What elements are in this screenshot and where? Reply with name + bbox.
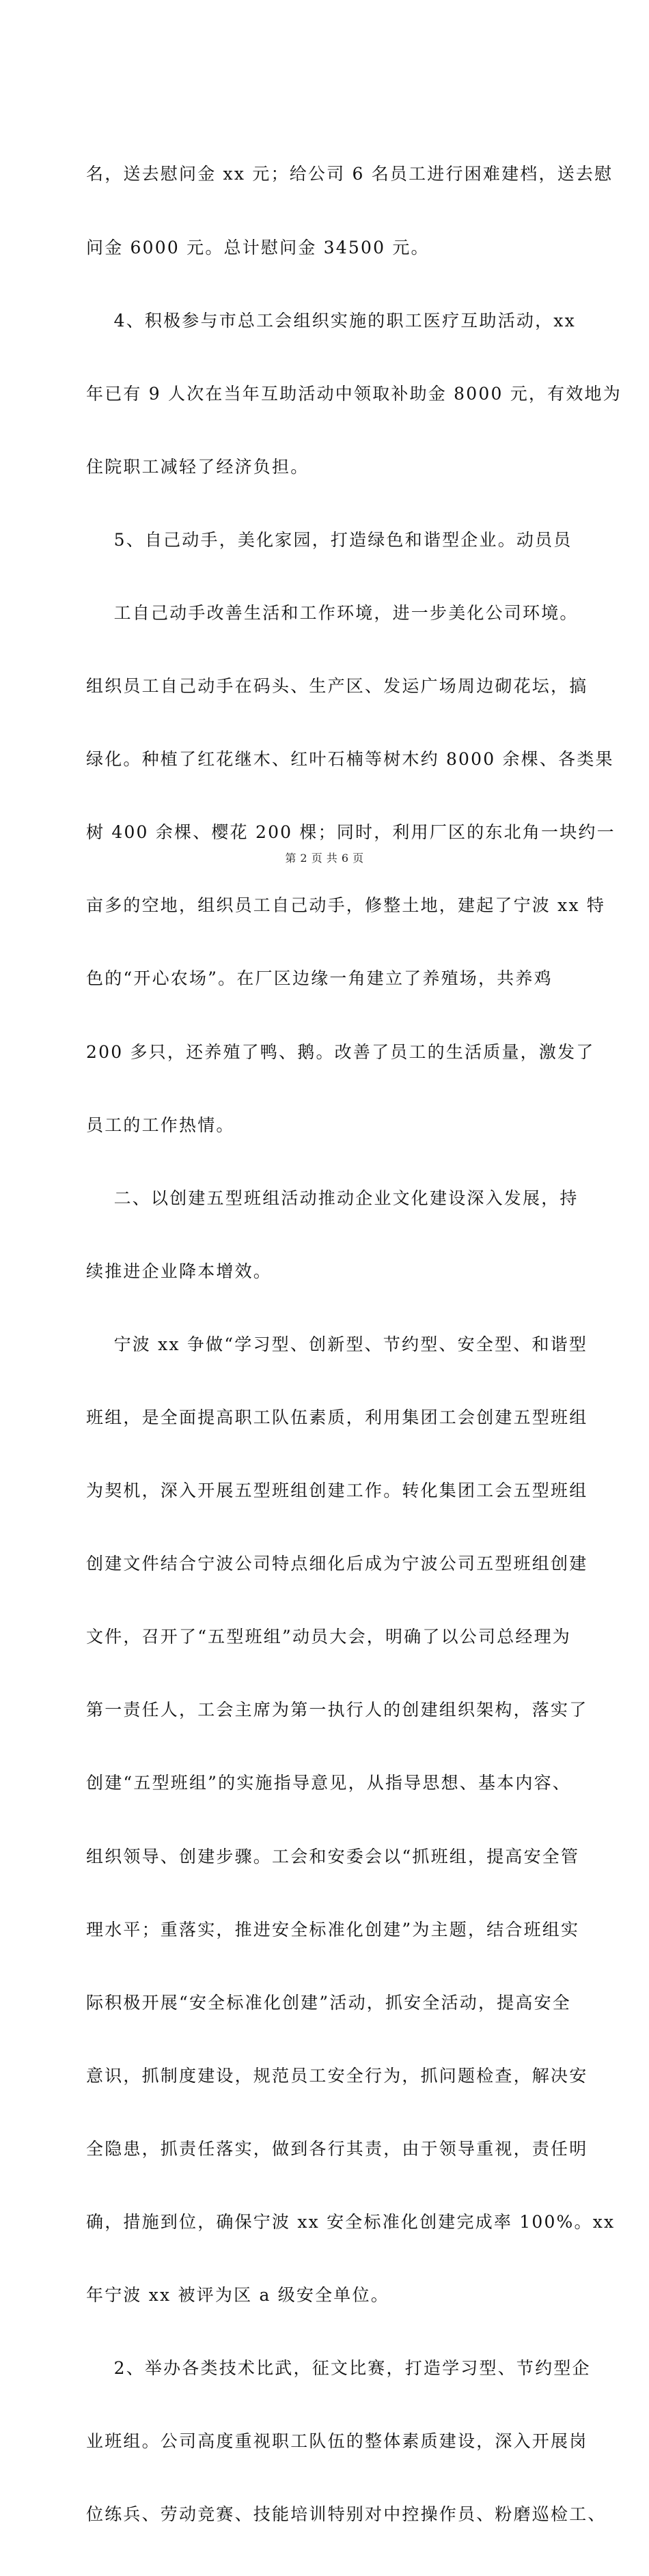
text-line: 第一责任人，工会主席为第一执行人的创建组织架构，落实了 <box>86 1700 588 1720</box>
text-line: 宁波 xx 争做“学习型、创新型、节约型、安全型、和谐型 <box>86 1334 588 1354</box>
text-line: 员工的工作热情。 <box>86 1115 235 1135</box>
text-line: 组织员工自己动手在码头、生产区、发运广场周边砌花坛，搞 <box>86 676 588 697</box>
text-line: 树 400 余棵、樱花 200 棵；同时，利用厂区的东北角一块约一 <box>86 822 616 843</box>
text-line: 位练兵、劳动竞赛、技能培训特别对中控操作员、粉磨巡检工、 <box>86 2504 607 2525</box>
text-line: 200 多只，还养殖了鸭、鹅。改善了员工的生活质量，激发了 <box>86 1041 595 1062</box>
text-line: 5、自己动手，美化家园，打造绿色和谐型企业。动员员 <box>86 529 572 550</box>
text-line: 确，措施到位，确保宁波 xx 安全标准化创建完成率 100%。xx <box>86 2212 616 2232</box>
text-line: 组织领导、创建步骤。工会和安委会以“抓班组，提高安全管 <box>86 1846 580 1866</box>
text-line: 问金 6000 元。总计慰问金 34500 元。 <box>86 237 430 257</box>
document-body <box>86 113 622 2576</box>
text-line: 工自己动手改善生活和工作环境，进一步美化公司环境。 <box>86 602 579 623</box>
text-line: 文件，召开了“五型班组”动员大会，明确了以公司总经理为 <box>86 1627 571 1647</box>
text-line: 4、积极参与市总工会组织实施的职工医疗互助活动，xx <box>86 310 576 331</box>
page-number-footer: 第 2 页 共 6 页 <box>285 852 364 865</box>
text-line: 年已有 9 人次在当年互助活动中领取补助金 8000 元，有效地为 <box>86 383 622 404</box>
text-line: 班组，是全面提高职工队伍素质，利用集团工会创建五型班组 <box>86 1408 588 1427</box>
text-line: 业班组。公司高度重视职工队伍的整体素质建设，深入开展岗 <box>86 2431 588 2452</box>
text-line: 全隐患，抓责任落实，做到各行其责，由于领导重视，责任明 <box>86 2138 588 2159</box>
text-line: 创建文件结合宁波公司特点细化后成为宁波公司五型班组创建 <box>86 1554 588 1574</box>
text-line: 2、举办各类技术比武，征文比赛，打造学习型、节约型企 <box>86 2358 591 2379</box>
text-line: 住院职工减轻了经济负担。 <box>86 456 309 477</box>
text-line: 际积极开展“安全标准化创建”活动，抓安全活动，提高安全 <box>86 1992 571 2013</box>
text-line: 理水平；重落实，推进安全标准化创建”为主题，结合班组实 <box>86 1919 580 1940</box>
text-line: 续推进企业降本增效。 <box>86 1261 273 1281</box>
text-line: 亩多的空地，组织员工自己动手，修整土地，建起了宁波 xx 特 <box>86 895 606 916</box>
text-line: 色的“开心农场”。在厂区边缘一角建立了养殖场，共养鸡 <box>86 968 553 989</box>
text-line: 二、以创建五型班组活动推动企业文化建设深入发展，持 <box>86 1188 579 1208</box>
text-line: 意识，抓制度建设，规范员工安全行为，抓问题检查，解决安 <box>86 2065 588 2086</box>
text-line: 名，送去慰问金 xx 元；给公司 6 名员工进行困难建档，送去慰 <box>86 164 613 184</box>
text-line: 绿化。种植了红花继木、红叶石楠等树木约 8000 余棵、各类果 <box>86 749 614 770</box>
text-line: 创建“五型班组”的实施指导意见，从指导思想、基本内容、 <box>86 1773 571 1793</box>
text-line: 年宁波 xx 被评为区 a 级安全单位。 <box>86 2285 389 2306</box>
text-line: 为契机，深入开展五型班组创建工作。转化集团工会五型班组 <box>86 1481 588 1501</box>
